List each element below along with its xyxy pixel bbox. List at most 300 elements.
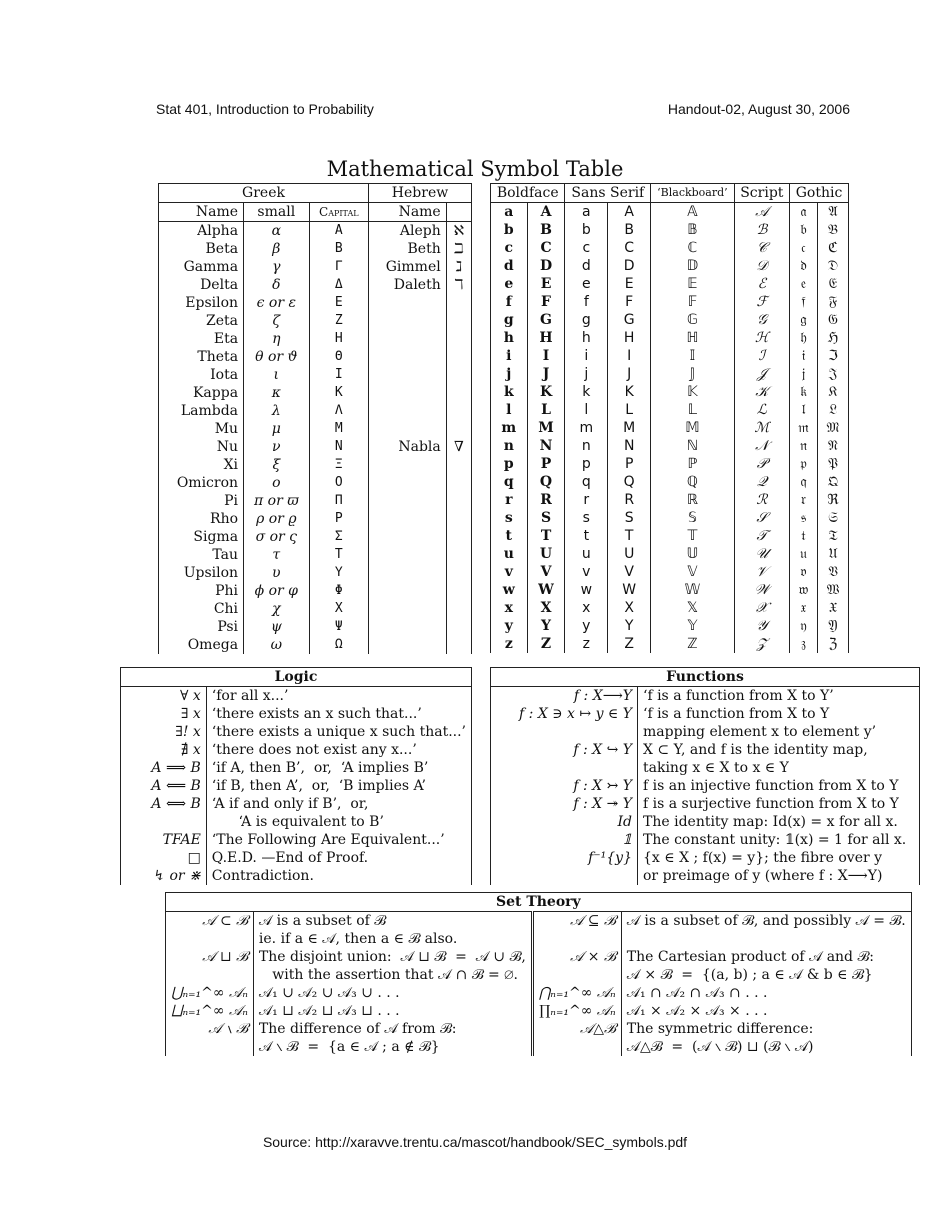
greek-capital-letter: B bbox=[309, 240, 368, 258]
functions-table-body bbox=[491, 687, 920, 886]
set-theory-row bbox=[166, 1038, 912, 1056]
bold-small: q bbox=[491, 473, 528, 491]
greek-small-letter: υ bbox=[244, 564, 310, 582]
logic-symbol: ↯ or ⋇ bbox=[121, 867, 207, 885]
greek-capital-letter: Δ bbox=[309, 276, 368, 294]
bold-small: g bbox=[491, 311, 528, 329]
blackboard-letter: 𝕃 bbox=[651, 401, 734, 419]
gothic-small: 𝔵 bbox=[790, 599, 818, 617]
set-right-symbol bbox=[532, 966, 621, 984]
script-letter: ℰ bbox=[734, 275, 789, 293]
sans-small: a bbox=[565, 203, 608, 222]
header-sans-serif: Sans Serif bbox=[565, 184, 651, 203]
gothic-capital: 𝔑 bbox=[817, 437, 848, 455]
gothic-capital: 𝔚 bbox=[817, 581, 848, 599]
set-theory-row bbox=[166, 930, 912, 948]
hebrew-letter-name bbox=[369, 402, 447, 420]
greek-letter-name: Pi bbox=[159, 492, 244, 510]
alphabet-row bbox=[491, 203, 849, 222]
bold-capital: P bbox=[527, 455, 565, 473]
alphabet-row bbox=[491, 311, 849, 329]
alphabet-row bbox=[491, 581, 849, 599]
greek-row bbox=[159, 510, 472, 528]
script-letter: ℬ bbox=[734, 221, 789, 239]
hebrew-letter-symbol bbox=[446, 420, 471, 438]
set-left-symbol: 𝒜 ∖ ℬ bbox=[166, 1020, 254, 1038]
set-theory-table bbox=[165, 892, 912, 1056]
hebrew-letter-name: Beth bbox=[369, 240, 447, 258]
hebrew-letter-symbol bbox=[446, 510, 471, 528]
script-letter: 𝒥 bbox=[734, 365, 789, 383]
logic-symbol: A ⟸ B bbox=[121, 777, 207, 795]
col-header-capital: Capital bbox=[309, 203, 368, 222]
sans-small: q bbox=[565, 473, 608, 491]
hebrew-letter-name bbox=[369, 294, 447, 312]
sans-capital: M bbox=[608, 419, 651, 437]
greek-capital-letter: H bbox=[309, 330, 368, 348]
logic-symbol: ∃! x bbox=[121, 723, 207, 741]
logic-row bbox=[121, 687, 472, 706]
greek-small-letter: ψ bbox=[244, 618, 310, 636]
bold-capital: Z bbox=[527, 635, 565, 653]
logic-symbol: A ⟺ B bbox=[121, 795, 207, 813]
hebrew-letter-symbol bbox=[446, 600, 471, 618]
script-letter: 𝒟 bbox=[734, 257, 789, 275]
greek-small-letter: ϕ or φ bbox=[244, 582, 310, 600]
logic-description: ‘A is equivalent to B’ bbox=[206, 813, 471, 831]
blackboard-letter: 𝕌 bbox=[651, 545, 734, 563]
set-left-symbol: ⨆ₙ₌₁^∞ 𝒜ₙ bbox=[166, 1002, 254, 1020]
set-theory-table-body bbox=[166, 912, 912, 1057]
sans-small: v bbox=[565, 563, 608, 581]
script-letter: 𝒮 bbox=[734, 509, 789, 527]
set-left-description: ie. if a ∈ 𝒜, then a ∈ ℬ also. bbox=[253, 930, 532, 948]
header-gothic: Gothic bbox=[790, 184, 849, 203]
header-boldface: Boldface bbox=[491, 184, 565, 203]
greek-small-letter: ξ bbox=[244, 456, 310, 474]
script-letter: ℛ bbox=[734, 491, 789, 509]
set-theory-row bbox=[166, 1002, 912, 1020]
greek-small-letter: δ bbox=[244, 276, 310, 294]
sans-capital: K bbox=[608, 383, 651, 401]
greek-capital-letter: E bbox=[309, 294, 368, 312]
alphabet-row bbox=[491, 455, 849, 473]
header-course: Stat 401, Introduction to Probability bbox=[156, 101, 374, 117]
gothic-capital: 𝔎 bbox=[817, 383, 848, 401]
bold-capital: H bbox=[527, 329, 565, 347]
hebrew-letter-name bbox=[369, 618, 447, 636]
alphabet-row bbox=[491, 419, 849, 437]
greek-capital-letter: Ψ bbox=[309, 618, 368, 636]
function-symbol: f : X⟶Y bbox=[491, 687, 638, 706]
blackboard-letter: 𝕄 bbox=[651, 419, 734, 437]
gothic-small: 𝔢 bbox=[790, 275, 818, 293]
blackboard-letter: 𝕊 bbox=[651, 509, 734, 527]
bold-capital: A bbox=[527, 203, 565, 222]
script-letter: 𝒱 bbox=[734, 563, 789, 581]
function-description: taking x ∈ X to x ∈ Y bbox=[638, 759, 920, 777]
gothic-capital: 𝔄 bbox=[817, 203, 848, 222]
function-description: X ⊂ Y, and f is the identity map, bbox=[638, 741, 920, 759]
function-symbol: f : X ↣ Y bbox=[491, 777, 638, 795]
bold-capital: T bbox=[527, 527, 565, 545]
set-theory-row bbox=[166, 984, 912, 1002]
header-blackboard: ‘Blackboard’ bbox=[651, 184, 734, 203]
blackboard-letter: 𝕏 bbox=[651, 599, 734, 617]
blackboard-letter: 𝔹 bbox=[651, 221, 734, 239]
set-left-symbol bbox=[166, 1038, 254, 1056]
alphabet-row bbox=[491, 635, 849, 653]
function-symbol: f : X ↠ Y bbox=[491, 795, 638, 813]
bold-capital: S bbox=[527, 509, 565, 527]
gothic-capital: ℌ bbox=[817, 329, 848, 347]
hebrew-letter-symbol: ℸ bbox=[446, 276, 471, 294]
bold-small: f bbox=[491, 293, 528, 311]
hebrew-letter-name bbox=[369, 546, 447, 564]
sans-small: n bbox=[565, 437, 608, 455]
greek-row bbox=[159, 420, 472, 438]
greek-row bbox=[159, 330, 472, 348]
sans-small: f bbox=[565, 293, 608, 311]
logic-description: ‘there exists an x such that...’ bbox=[206, 705, 471, 723]
blackboard-letter: ℚ bbox=[651, 473, 734, 491]
logic-title: Logic bbox=[121, 668, 472, 687]
logic-symbol: ∀ x bbox=[121, 687, 207, 706]
set-left-description: The disjoint union: 𝒜 ⊔ ℬ = 𝒜 ∪ ℬ, bbox=[253, 948, 532, 966]
greek-letter-name: Alpha bbox=[159, 222, 244, 241]
sans-capital: E bbox=[608, 275, 651, 293]
set-right-description: 𝒜 is a subset of ℬ, and possibly 𝒜 = ℬ. bbox=[621, 912, 911, 931]
bold-capital: W bbox=[527, 581, 565, 599]
script-letter: ℒ bbox=[734, 401, 789, 419]
hebrew-letter-name bbox=[369, 420, 447, 438]
alphabet-row bbox=[491, 599, 849, 617]
bold-small: n bbox=[491, 437, 528, 455]
script-letter: ℐ bbox=[734, 347, 789, 365]
gothic-small: 𝔫 bbox=[790, 437, 818, 455]
hebrew-letter-symbol bbox=[446, 384, 471, 402]
greek-group-header: Greek bbox=[159, 184, 369, 203]
sans-capital: Z bbox=[608, 635, 651, 653]
gothic-small: 𝔦 bbox=[790, 347, 818, 365]
function-row bbox=[491, 795, 920, 813]
bold-small: a bbox=[491, 203, 528, 222]
gothic-small: 𝔲 bbox=[790, 545, 818, 563]
hebrew-letter-symbol bbox=[446, 618, 471, 636]
blackboard-letter: 𝔸 bbox=[651, 203, 734, 222]
hebrew-letter-symbol bbox=[446, 546, 471, 564]
bold-small: k bbox=[491, 383, 528, 401]
greek-row bbox=[159, 528, 472, 546]
function-row bbox=[491, 741, 920, 759]
sans-capital: F bbox=[608, 293, 651, 311]
bold-capital: B bbox=[527, 221, 565, 239]
set-right-symbol: 𝒜 × ℬ bbox=[532, 948, 621, 966]
set-right-description: The symmetric difference: bbox=[621, 1020, 911, 1038]
greek-letter-name: Tau bbox=[159, 546, 244, 564]
function-row bbox=[491, 831, 920, 849]
greek-capital-letter: P bbox=[309, 510, 368, 528]
hebrew-letter-symbol bbox=[446, 564, 471, 582]
set-right-description: 𝒜 × ℬ = {(a, b) ; a ∈ 𝒜 & b ∈ ℬ} bbox=[621, 966, 911, 984]
greek-letter-name: Epsilon bbox=[159, 294, 244, 312]
source-citation: Source: http://xaravve.trentu.ca/mascot/handbook/SEC_symbols.pdf bbox=[262, 1134, 688, 1150]
set-right-symbol: 𝒜△ℬ bbox=[532, 1020, 621, 1038]
greek-letter-name: Delta bbox=[159, 276, 244, 294]
greek-letter-name: Kappa bbox=[159, 384, 244, 402]
script-letter: 𝒯 bbox=[734, 527, 789, 545]
blackboard-letter: 𝔽 bbox=[651, 293, 734, 311]
logic-symbol: ∄ x bbox=[121, 741, 207, 759]
bold-small: x bbox=[491, 599, 528, 617]
gothic-small: 𝔠 bbox=[790, 239, 818, 257]
bold-capital: L bbox=[527, 401, 565, 419]
hebrew-letter-symbol bbox=[446, 456, 471, 474]
bold-capital: N bbox=[527, 437, 565, 455]
hebrew-letter-name: Daleth bbox=[369, 276, 447, 294]
sans-capital: S bbox=[608, 509, 651, 527]
gothic-capital: 𝔏 bbox=[817, 401, 848, 419]
hebrew-letter-symbol bbox=[446, 528, 471, 546]
sans-capital: D bbox=[608, 257, 651, 275]
sans-small: k bbox=[565, 383, 608, 401]
gothic-capital: ℨ bbox=[817, 635, 848, 653]
logic-description: ‘if A, then B’, or, ‘A implies B’ bbox=[206, 759, 471, 777]
alphabet-row bbox=[491, 293, 849, 311]
greek-small-letter: o bbox=[244, 474, 310, 492]
hebrew-letter-name: Aleph bbox=[369, 222, 447, 241]
greek-row bbox=[159, 636, 472, 654]
hebrew-letter-name bbox=[369, 312, 447, 330]
logic-row bbox=[121, 723, 472, 741]
script-letter: 𝒴 bbox=[734, 617, 789, 635]
greek-small-letter: α bbox=[244, 222, 310, 241]
greek-row bbox=[159, 582, 472, 600]
logic-description: ‘for all x...’ bbox=[206, 687, 471, 706]
gothic-small: 𝔪 bbox=[790, 419, 818, 437]
gothic-capital: 𝔅 bbox=[817, 221, 848, 239]
bold-small: w bbox=[491, 581, 528, 599]
set-left-symbol: 𝒜 ⊂ ℬ bbox=[166, 912, 254, 931]
alphabet-row bbox=[491, 509, 849, 527]
gothic-small: 𝔤 bbox=[790, 311, 818, 329]
alphabet-row bbox=[491, 617, 849, 635]
gothic-capital: ℜ bbox=[817, 491, 848, 509]
script-letter: 𝒲 bbox=[734, 581, 789, 599]
sans-small: g bbox=[565, 311, 608, 329]
greek-row bbox=[159, 600, 472, 618]
greek-letter-name: Eta bbox=[159, 330, 244, 348]
blackboard-letter: 𝕐 bbox=[651, 617, 734, 635]
set-left-description: 𝒜 is a subset of ℬ bbox=[253, 912, 532, 931]
gothic-small: 𝔞 bbox=[790, 203, 818, 222]
col-header-hebrew-name: Name bbox=[369, 203, 447, 222]
logic-row bbox=[121, 795, 472, 813]
greek-row bbox=[159, 366, 472, 384]
gothic-small: 𝔴 bbox=[790, 581, 818, 599]
gothic-capital: 𝔉 bbox=[817, 293, 848, 311]
sans-capital: T bbox=[608, 527, 651, 545]
set-left-description: 𝒜₁ ⊔ 𝒜₂ ⊔ 𝒜₃ ⊔ . . . bbox=[253, 1002, 532, 1020]
greek-row bbox=[159, 240, 472, 258]
gothic-capital: 𝔙 bbox=[817, 563, 848, 581]
set-left-description: 𝒜₁ ∪ 𝒜₂ ∪ 𝒜₃ ∪ . . . bbox=[253, 984, 532, 1002]
script-letter: 𝒩 bbox=[734, 437, 789, 455]
hebrew-letter-name: Nabla bbox=[369, 438, 447, 456]
greek-letter-name: Iota bbox=[159, 366, 244, 384]
set-right-symbol bbox=[532, 930, 621, 948]
set-left-description: 𝒜 ∖ ℬ = {a ∈ 𝒜 ; a ∉ ℬ} bbox=[253, 1038, 532, 1056]
set-right-symbol: ∏ₙ₌₁^∞ 𝒜ₙ bbox=[532, 1002, 621, 1020]
hebrew-letter-name bbox=[369, 474, 447, 492]
alphabet-row bbox=[491, 221, 849, 239]
set-right-description bbox=[621, 930, 911, 948]
greek-row bbox=[159, 492, 472, 510]
bold-small: m bbox=[491, 419, 528, 437]
bold-small: u bbox=[491, 545, 528, 563]
set-right-description: 𝒜△ℬ = (𝒜 ∖ ℬ) ⊔ (ℬ ∖ 𝒜) bbox=[621, 1038, 911, 1056]
sans-capital: Y bbox=[608, 617, 651, 635]
logic-row bbox=[121, 759, 472, 777]
gothic-capital: 𝔓 bbox=[817, 455, 848, 473]
sans-capital: C bbox=[608, 239, 651, 257]
sans-small: t bbox=[565, 527, 608, 545]
function-description: f is a surjective function from X to Y bbox=[638, 795, 920, 813]
sans-capital: U bbox=[608, 545, 651, 563]
function-description: ‘f is a function from X to Y’ bbox=[638, 687, 920, 706]
sans-capital: V bbox=[608, 563, 651, 581]
greek-row bbox=[159, 564, 472, 582]
hebrew-letter-symbol: ℵ bbox=[446, 222, 471, 241]
sans-small: l bbox=[565, 401, 608, 419]
greek-row bbox=[159, 294, 472, 312]
blackboard-letter: ℕ bbox=[651, 437, 734, 455]
gothic-capital: 𝔛 bbox=[817, 599, 848, 617]
alphabet-row bbox=[491, 275, 849, 293]
greek-small-letter: κ bbox=[244, 384, 310, 402]
greek-row bbox=[159, 546, 472, 564]
gothic-small: 𝔯 bbox=[790, 491, 818, 509]
greek-capital-letter: Υ bbox=[309, 564, 368, 582]
alphabet-row bbox=[491, 563, 849, 581]
set-left-description: with the assertion that 𝒜 ∩ ℬ = ∅. bbox=[253, 966, 532, 984]
col-header-hebrew-symbol bbox=[446, 203, 471, 222]
logic-table-body bbox=[121, 687, 472, 886]
function-description: ‘f is a function from X to Y bbox=[638, 705, 920, 723]
bold-capital: J bbox=[527, 365, 565, 383]
bold-capital: Q bbox=[527, 473, 565, 491]
gothic-small: 𝔶 bbox=[790, 617, 818, 635]
greek-small-letter: η bbox=[244, 330, 310, 348]
greek-small-letter: μ bbox=[244, 420, 310, 438]
logic-symbol: □ bbox=[121, 849, 207, 867]
greek-row bbox=[159, 618, 472, 636]
greek-capital-letter: A bbox=[309, 222, 368, 241]
bold-small: p bbox=[491, 455, 528, 473]
gothic-capital: 𝔈 bbox=[817, 275, 848, 293]
greek-letter-name: Rho bbox=[159, 510, 244, 528]
bold-small: y bbox=[491, 617, 528, 635]
hebrew-letter-name bbox=[369, 510, 447, 528]
alphabet-row bbox=[491, 437, 849, 455]
logic-row bbox=[121, 777, 472, 795]
bold-capital: C bbox=[527, 239, 565, 257]
bold-small: d bbox=[491, 257, 528, 275]
function-row bbox=[491, 777, 920, 795]
function-symbol: f : X ∋ x ↦ y ∈ Y bbox=[491, 705, 638, 723]
greek-letter-name: Theta bbox=[159, 348, 244, 366]
hebrew-letter-symbol bbox=[446, 348, 471, 366]
set-right-description: 𝒜₁ ∩ 𝒜₂ ∩ 𝒜₃ ∩ . . . bbox=[621, 984, 911, 1002]
bold-small: j bbox=[491, 365, 528, 383]
set-left-symbol bbox=[166, 930, 254, 948]
sans-small: y bbox=[565, 617, 608, 635]
greek-hebrew-table bbox=[158, 183, 472, 654]
function-symbol: f : X ↪ Y bbox=[491, 741, 638, 759]
gothic-small: 𝔱 bbox=[790, 527, 818, 545]
function-symbol bbox=[491, 759, 638, 777]
function-description: or preimage of y (where f : X⟶Y) bbox=[638, 867, 920, 885]
alphabet-row bbox=[491, 347, 849, 365]
hebrew-letter-symbol bbox=[446, 492, 471, 510]
logic-symbol: ∃ x bbox=[121, 705, 207, 723]
alphabet-row bbox=[491, 257, 849, 275]
greek-small-letter: ϵ or ε bbox=[244, 294, 310, 312]
blackboard-letter: ℤ bbox=[651, 635, 734, 653]
greek-letter-name: Gamma bbox=[159, 258, 244, 276]
greek-small-letter: σ or ς bbox=[244, 528, 310, 546]
function-description: {x ∈ X ; f(x) = y}; the fibre over y bbox=[638, 849, 920, 867]
logic-row bbox=[121, 705, 472, 723]
greek-small-letter: τ bbox=[244, 546, 310, 564]
greek-table-body bbox=[159, 222, 472, 655]
bold-capital: Y bbox=[527, 617, 565, 635]
greek-capital-letter: Γ bbox=[309, 258, 368, 276]
logic-row bbox=[121, 813, 472, 831]
hebrew-letter-symbol bbox=[446, 294, 471, 312]
logic-row bbox=[121, 741, 472, 759]
set-theory-title: Set Theory bbox=[166, 893, 912, 912]
hebrew-letter-name bbox=[369, 636, 447, 654]
hebrew-letter-symbol: ℶ bbox=[446, 240, 471, 258]
greek-small-letter: χ bbox=[244, 600, 310, 618]
greek-letter-name: Phi bbox=[159, 582, 244, 600]
hebrew-letter-name bbox=[369, 600, 447, 618]
function-row bbox=[491, 849, 920, 867]
sans-small: x bbox=[565, 599, 608, 617]
sans-small: c bbox=[565, 239, 608, 257]
hebrew-letter-symbol: ℷ bbox=[446, 258, 471, 276]
set-right-symbol: 𝒜 ⊆ ℬ bbox=[532, 912, 621, 931]
sans-capital: R bbox=[608, 491, 651, 509]
gothic-capital: 𝔍 bbox=[817, 365, 848, 383]
logic-symbol: TFAE bbox=[121, 831, 207, 849]
greek-capital-letter: K bbox=[309, 384, 368, 402]
blackboard-letter: 𝔾 bbox=[651, 311, 734, 329]
gothic-small: 𝔣 bbox=[790, 293, 818, 311]
bold-capital: G bbox=[527, 311, 565, 329]
greek-small-letter: ζ bbox=[244, 312, 310, 330]
function-description: The identity map: Id(x) = x for all x. bbox=[638, 813, 920, 831]
bold-capital: I bbox=[527, 347, 565, 365]
gothic-capital: 𝔐 bbox=[817, 419, 848, 437]
gothic-small: 𝔧 bbox=[790, 365, 818, 383]
script-letter: 𝒬 bbox=[734, 473, 789, 491]
bold-small: h bbox=[491, 329, 528, 347]
bold-capital: U bbox=[527, 545, 565, 563]
greek-capital-letter: I bbox=[309, 366, 368, 384]
blackboard-letter: 𝕁 bbox=[651, 365, 734, 383]
